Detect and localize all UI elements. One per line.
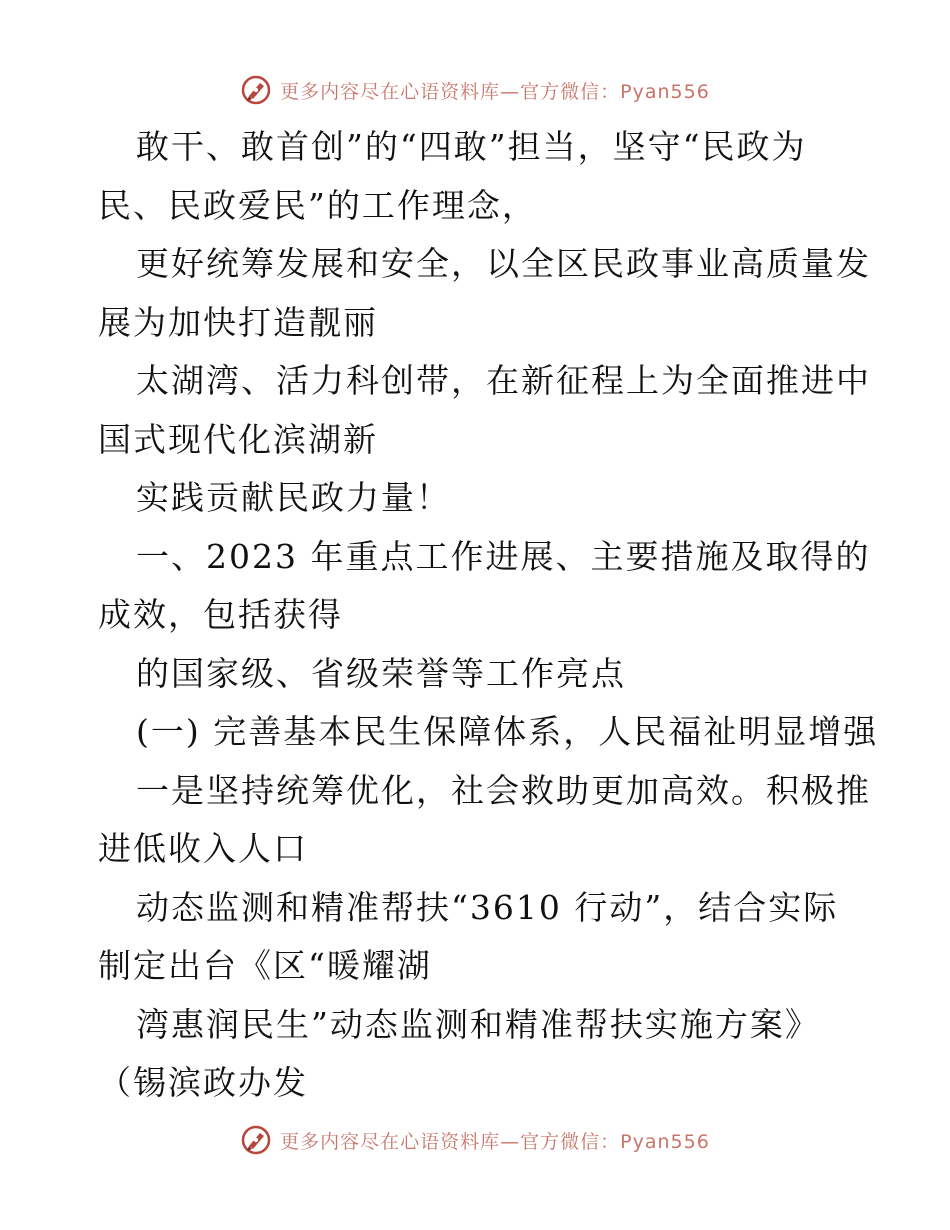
paragraph-line: （锡滨政办发 — [98, 1063, 308, 1102]
paragraph-line: 展为加快打造靓丽 — [98, 302, 378, 342]
paragraph-line: 制定出台《区“暖耀湖 — [98, 946, 432, 985]
watermark-text: 更多内容尽在心语资料库—官方微信：Pyan556 — [280, 80, 710, 103]
paragraph-line: 实践贡献民政力量！ — [136, 478, 451, 517]
paragraph-line: 一、2023 年重点工作进展、主要措施及取得的 — [136, 536, 871, 576]
paragraph-line: 湾惠润民生”动态监测和精准帮扶实施方案》 — [136, 1004, 820, 1044]
header-watermark — [0, 70, 950, 110]
paragraph-line: 更好统筹发展和安全，以全区民政事业高质量发 — [136, 244, 871, 283]
paragraph-line: 太湖湾、活力科创带，在新征程上为全面推进中 — [136, 361, 871, 400]
paragraph-line: 动态监测和精准帮扶“3610 行动”，结合实际 — [136, 887, 839, 927]
paragraph-line: 一是坚持统筹优化，社会救助更加高效。积极推 — [136, 770, 871, 810]
paragraph-line: 进低收入人口 — [98, 829, 308, 868]
watermark-text: 更多内容尽在心语资料库—官方微信：Pyan556 — [280, 1130, 710, 1153]
paragraph-line: 成效，包括获得 — [98, 595, 343, 634]
footer-watermark — [0, 1120, 950, 1160]
document-body — [98, 118, 879, 1113]
paragraph-line: 的国家级、省级荣誉等工作亮点 — [136, 653, 626, 693]
paragraph-line: 国式现代化滨湖新 — [98, 419, 378, 459]
seal-pen-icon — [240, 74, 272, 106]
paragraph-line: 民、民政爱民”的工作理念， — [98, 185, 537, 225]
seal-pen-icon — [240, 1124, 272, 1156]
paragraph-line: 敢干、敢首创”的“四敢”担当，坚守“民政为 — [136, 127, 807, 166]
paragraph-line: (一) 完善基本民生保障体系，人民福祉明显增强 — [136, 712, 879, 751]
